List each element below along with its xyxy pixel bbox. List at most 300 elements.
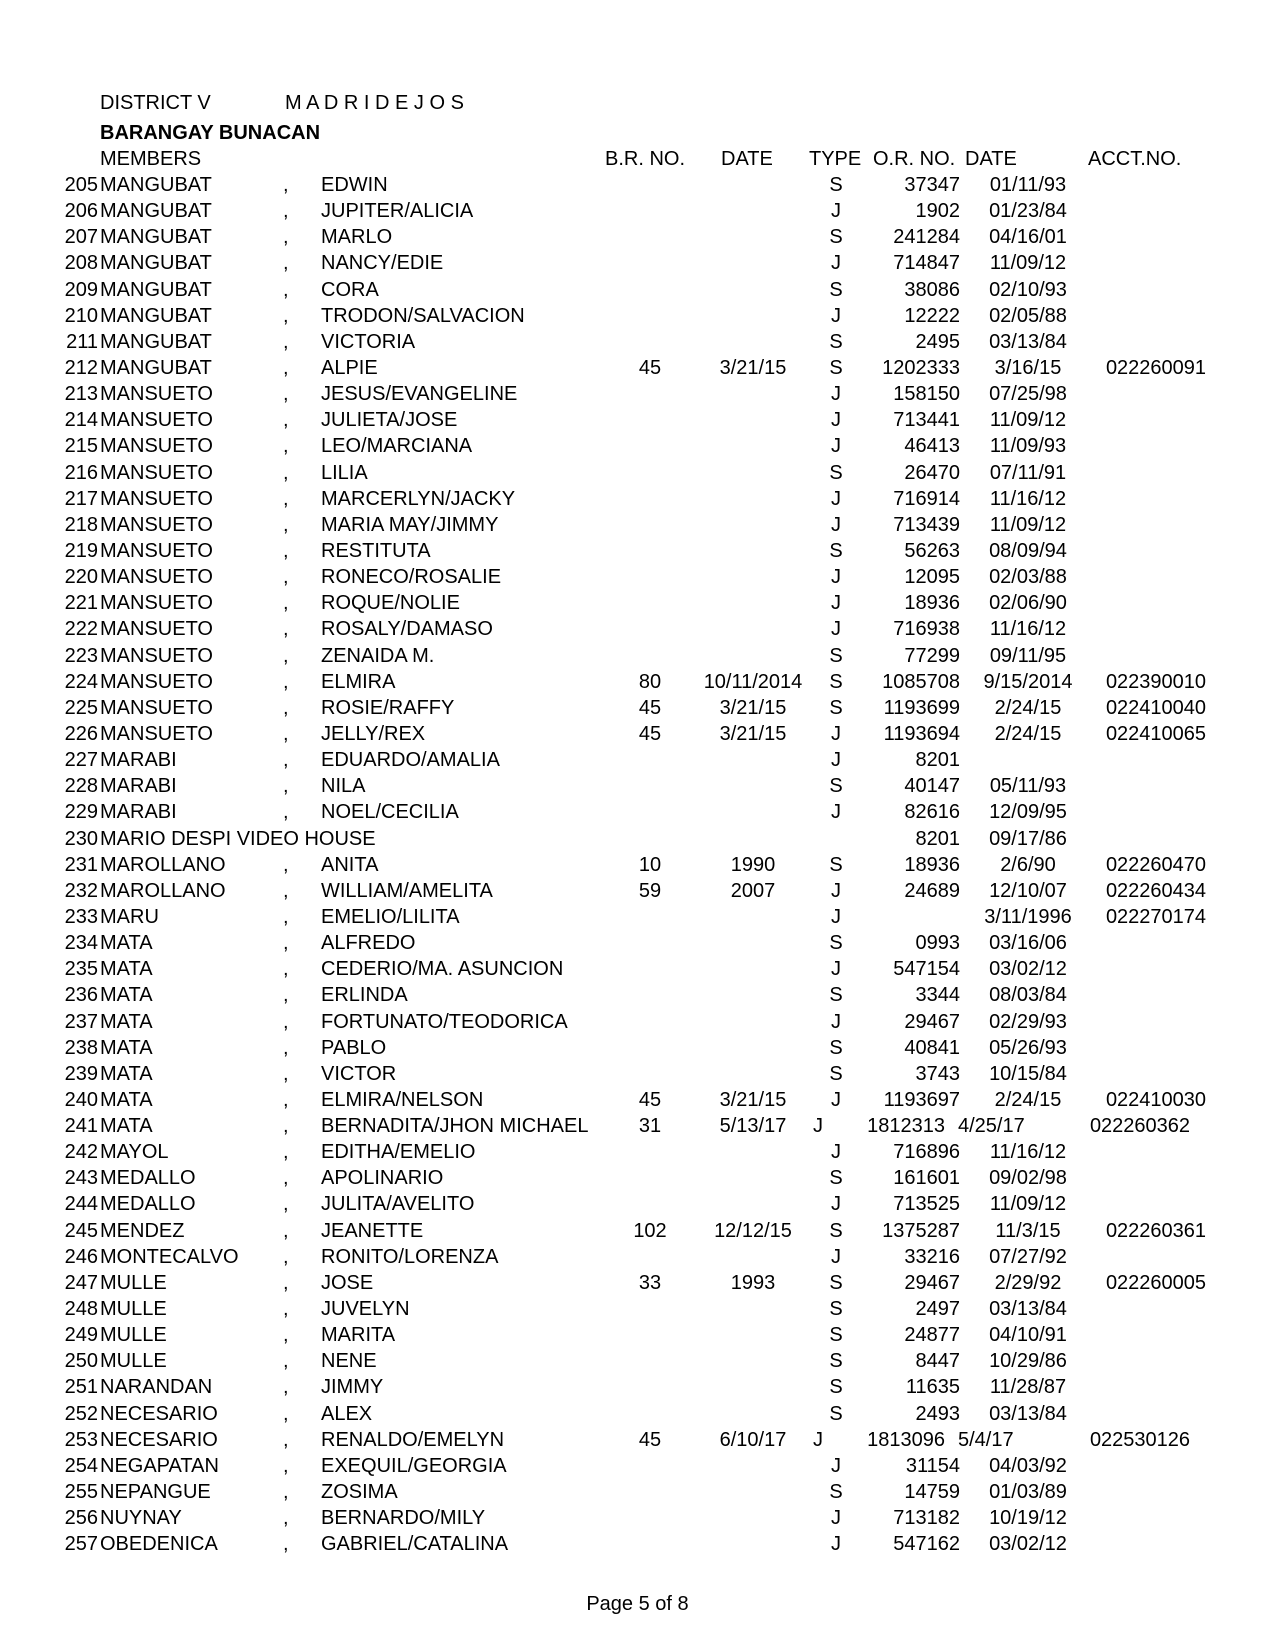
first-name: MARITA [321, 1324, 396, 1347]
table-row [0, 1270, 1275, 1296]
last-name: MATA [100, 958, 153, 981]
name-separator: , [283, 1376, 289, 1399]
name-separator: , [283, 1219, 289, 1242]
or-date: 07/27/92 [989, 1245, 1067, 1268]
membership-type: J [831, 200, 841, 223]
first-name: JULIETA/JOSE [321, 409, 458, 432]
membership-type: S [829, 696, 843, 719]
account-number: 022260362 [1089, 1115, 1191, 1138]
table-row [0, 878, 1275, 904]
membership-type: S [829, 356, 843, 379]
or-number: 547162 [893, 1533, 960, 1556]
row-number: 215 [64, 435, 98, 458]
first-name: ALFREDO [321, 932, 416, 955]
or-date: 02/03/88 [989, 566, 1067, 589]
name-separator: , [283, 1062, 289, 1085]
account-number: 022260091 [1105, 356, 1207, 379]
name-separator: , [283, 1533, 289, 1556]
table-row [0, 407, 1275, 433]
first-name: TRODON/SALVACION [321, 304, 525, 327]
last-name: MANSUETO [100, 409, 213, 432]
or-date: 12/09/95 [989, 801, 1067, 824]
table-row [0, 1113, 1275, 1139]
row-number: 249 [64, 1324, 98, 1347]
or-date: 10/15/84 [989, 1062, 1067, 1085]
membership-type: S [829, 1167, 843, 1190]
last-name: MATA [100, 1036, 153, 1059]
first-name: NENE [321, 1350, 377, 1373]
row-number: 210 [64, 304, 98, 327]
row-number: 255 [64, 1481, 98, 1504]
row-number: 237 [64, 1010, 98, 1033]
or-number: 46413 [904, 435, 960, 458]
table-row [0, 224, 1275, 250]
row-number: 232 [64, 879, 98, 902]
membership-type: S [829, 853, 843, 876]
membership-type: J [831, 1141, 841, 1164]
table-row [0, 538, 1275, 564]
row-number: 245 [64, 1219, 98, 1242]
name-separator: , [283, 278, 289, 301]
membership-type: J [831, 1010, 841, 1033]
membership-type: S [829, 174, 843, 196]
name-separator: , [283, 670, 289, 693]
or-date: 3/11/1996 [984, 905, 1072, 928]
or-number: 1193699 [883, 696, 960, 719]
or-date: 2/6/90 [1000, 853, 1056, 876]
table-row [0, 1009, 1275, 1035]
br-number: 45 [638, 696, 662, 719]
name-separator: , [283, 539, 289, 562]
or-number: 2495 [915, 330, 960, 353]
table-row [0, 512, 1275, 538]
first-name: NOEL/CECILIA [321, 801, 459, 824]
row-number: 248 [64, 1298, 98, 1321]
or-number: 713441 [893, 409, 960, 432]
membership-type: S [829, 1036, 843, 1059]
table-row [0, 1453, 1275, 1479]
col-date: DATE [721, 148, 773, 170]
or-date: 04/10/91 [989, 1324, 1067, 1347]
first-name: BERNADITA/JHON MICHAEL [321, 1115, 589, 1138]
membership-type: S [829, 644, 843, 667]
row-number: 231 [64, 853, 98, 876]
table-row [0, 1087, 1275, 1113]
last-name: MATA [100, 1062, 153, 1085]
col-members: MEMBERS [100, 148, 202, 170]
br-number: 31 [638, 1115, 662, 1138]
br-date: 1990 [730, 853, 776, 876]
row-number: 206 [64, 200, 98, 223]
or-date: 2/24/15 [994, 696, 1062, 719]
table-row [0, 1401, 1275, 1427]
table-row [0, 1244, 1275, 1270]
or-number: 1085708 [882, 670, 960, 693]
or-number: 12222 [904, 304, 960, 327]
membership-type: J [831, 1507, 841, 1530]
or-number: 77299 [904, 644, 960, 667]
row-number: 240 [64, 1088, 98, 1111]
account-number: 022410030 [1105, 1088, 1207, 1111]
last-name: MATA [100, 1010, 153, 1033]
last-name: MAROLLANO [100, 853, 226, 876]
or-number: 161601 [893, 1167, 960, 1190]
table-row [0, 1061, 1275, 1087]
first-name: ALPIE [321, 356, 378, 379]
name-separator: , [283, 879, 289, 902]
name-separator: , [283, 984, 289, 1007]
last-name: MANSUETO [100, 618, 213, 641]
last-name: MANGUBAT [100, 304, 212, 327]
or-date: 4/25/17 [958, 1115, 1025, 1138]
table-row [0, 852, 1275, 878]
first-name: MARIA MAY/JIMMY [321, 513, 499, 536]
membership-type: J [831, 592, 841, 615]
or-number: 12095 [904, 566, 960, 589]
membership-type: J [831, 801, 841, 824]
row-number: 242 [64, 1141, 98, 1164]
row-number: 228 [64, 775, 98, 798]
table-row [0, 329, 1275, 355]
table-row [0, 1322, 1275, 1348]
row-number: 218 [64, 513, 98, 536]
first-name: ALEX [321, 1402, 373, 1425]
last-name: MULLE [100, 1350, 167, 1373]
first-name: JESUS/EVANGELINE [321, 383, 518, 406]
table-row [0, 669, 1275, 695]
last-name: MANGUBAT [100, 174, 212, 196]
table-row [0, 198, 1275, 224]
first-name: EMELIO/LILITA [321, 905, 460, 928]
row-number: 212 [64, 356, 98, 379]
membership-type: J [831, 1193, 841, 1216]
name-separator: , [283, 1036, 289, 1059]
first-name: JIMMY [321, 1376, 384, 1399]
or-date: 11/09/93 [989, 435, 1067, 458]
membership-type: J [831, 722, 841, 745]
last-name: MANGUBAT [100, 200, 212, 223]
membership-type: J [831, 566, 841, 589]
last-name: MANSUETO [100, 644, 213, 667]
or-number: 716896 [893, 1141, 960, 1164]
row-number: 220 [64, 566, 98, 589]
row-number: 207 [64, 226, 98, 249]
membership-type: S [829, 1481, 843, 1504]
br-number: 45 [638, 1088, 662, 1111]
br-number: 45 [638, 356, 662, 379]
table-row [0, 747, 1275, 773]
first-name: LILIA [321, 461, 368, 484]
row-number: 209 [64, 278, 98, 301]
last-name: MANSUETO [100, 435, 213, 458]
br-number: 59 [638, 879, 662, 902]
or-number: 8447 [915, 1350, 960, 1373]
table-row [0, 1479, 1275, 1505]
or-date: 12/10/07 [989, 879, 1067, 902]
table-row [0, 826, 1275, 852]
membership-type: S [829, 670, 843, 693]
first-name: RESTITUTA [321, 539, 431, 562]
first-name: NANCY/EDIE [321, 252, 444, 275]
name-separator: , [283, 853, 289, 876]
membership-type: S [829, 278, 843, 301]
table-row [0, 1191, 1275, 1217]
first-name: WILLIAM/AMELITA [321, 879, 493, 902]
name-separator: , [283, 566, 289, 589]
row-number: 217 [64, 487, 98, 510]
membership-type: J [831, 435, 841, 458]
last-name: MANSUETO [100, 592, 213, 615]
first-name: LEO/MARCIANA [321, 435, 473, 458]
or-number: 18936 [904, 592, 960, 615]
or-number: 158150 [893, 383, 960, 406]
or-date: 11/09/12 [989, 252, 1067, 275]
row-number: 225 [64, 696, 98, 719]
name-separator: , [283, 1428, 289, 1451]
name-separator: , [283, 461, 289, 484]
membership-type: J [831, 618, 841, 641]
account-number: 022410065 [1105, 722, 1207, 745]
name-separator: , [283, 905, 289, 928]
membership-type: J [831, 1533, 841, 1556]
or-date: 01/23/84 [989, 200, 1067, 223]
name-separator: , [283, 356, 289, 379]
or-number: 24877 [904, 1324, 960, 1347]
first-name: BERNARDO/MILY [321, 1507, 486, 1530]
membership-type: J [831, 513, 841, 536]
last-name: MATA [100, 932, 153, 955]
account-number: 022410040 [1105, 696, 1207, 719]
membership-type: S [829, 932, 843, 955]
or-date: 09/02/98 [989, 1167, 1067, 1190]
or-number: 18936 [904, 853, 960, 876]
name-separator: , [283, 487, 289, 510]
or-date: 11/3/15 [995, 1219, 1061, 1242]
account-number: 022260361 [1105, 1219, 1207, 1242]
or-number: 40147 [904, 775, 960, 798]
or-number: 713525 [893, 1193, 960, 1216]
last-name: MATA [100, 1088, 153, 1111]
br-number: 102 [633, 1219, 667, 1242]
or-number: 3743 [915, 1062, 960, 1085]
table-row [0, 616, 1275, 642]
row-number: 211 [66, 330, 98, 353]
name-separator: , [283, 749, 289, 772]
town-label: M A D R I D E J O S [285, 92, 464, 114]
or-number: 716914 [893, 487, 960, 510]
first-name: RONITO/LORENZA [321, 1245, 499, 1268]
or-date: 2/29/92 [994, 1271, 1062, 1294]
name-separator: , [283, 644, 289, 667]
table-row [0, 486, 1275, 512]
membership-type: S [829, 1402, 843, 1425]
first-name: MARCERLYN/JACKY [321, 487, 516, 510]
name-separator: , [283, 1481, 289, 1504]
last-name: MAYOL [100, 1141, 169, 1164]
table-row [0, 695, 1275, 721]
table-row [0, 590, 1275, 616]
or-date: 11/28/87 [989, 1376, 1067, 1399]
or-date: 09/11/95 [989, 644, 1067, 667]
br-number: 10 [638, 853, 662, 876]
or-date: 02/10/93 [989, 278, 1067, 301]
district-label: DISTRICT V [100, 92, 211, 114]
membership-type: S [829, 1350, 843, 1373]
first-name: GABRIEL/CATALINA [321, 1533, 509, 1556]
row-number: 241 [64, 1115, 98, 1138]
or-number: 0993 [915, 932, 960, 955]
or-number: 713182 [893, 1507, 960, 1530]
br-number: 33 [638, 1271, 662, 1294]
last-name: MANSUETO [100, 722, 213, 745]
br-number: 45 [638, 722, 662, 745]
table-row [0, 1427, 1275, 1453]
or-number: 713439 [893, 513, 960, 536]
first-name: ELMIRA/NELSON [321, 1088, 484, 1111]
first-name: ROSALY/DAMASO [321, 618, 493, 641]
name-separator: , [283, 722, 289, 745]
or-date: 02/05/88 [989, 304, 1067, 327]
name-separator: , [283, 1010, 289, 1033]
membership-type: J [831, 252, 841, 275]
table-row [0, 799, 1275, 825]
or-date: 07/25/98 [989, 383, 1067, 406]
or-number: 1813096 [867, 1428, 945, 1451]
name-separator: , [283, 932, 289, 955]
name-separator: , [283, 1115, 289, 1138]
name-separator: , [283, 696, 289, 719]
member-list [0, 172, 1275, 1557]
last-name: MULLE [100, 1271, 167, 1294]
br-date: 3/21/15 [719, 722, 787, 745]
row-number: 246 [64, 1245, 98, 1268]
last-name: MANSUETO [100, 513, 213, 536]
name-separator: , [283, 383, 289, 406]
name-separator: , [283, 1141, 289, 1164]
table-row [0, 721, 1275, 747]
membership-type: J [831, 1088, 841, 1111]
or-date: 11/09/12 [989, 513, 1067, 536]
or-date: 03/13/84 [989, 1298, 1067, 1321]
name-separator: , [283, 1271, 289, 1294]
first-name: PABLO [321, 1036, 387, 1059]
membership-type: J [831, 749, 841, 772]
or-number: 1202333 [882, 356, 960, 379]
first-name: VICTORIA [321, 330, 416, 353]
row-number: 224 [64, 670, 98, 693]
or-date: 11/16/12 [989, 618, 1067, 641]
or-date: 03/02/12 [989, 958, 1067, 981]
table-row [0, 1218, 1275, 1244]
last-name: MARABI [100, 775, 177, 798]
table-row [0, 956, 1275, 982]
membership-type: S [829, 1376, 843, 1399]
first-name: ELMIRA [321, 670, 396, 693]
or-number: 1375287 [882, 1219, 960, 1242]
or-date: 2/24/15 [994, 1088, 1062, 1111]
first-name: CEDERIO/MA. ASUNCION [321, 958, 564, 981]
table-row [0, 1374, 1275, 1400]
br-number: 45 [638, 1428, 662, 1451]
br-date: 6/10/17 [719, 1428, 787, 1451]
or-number: 2497 [915, 1298, 960, 1321]
table-row [0, 643, 1275, 669]
first-name: ANITA [321, 853, 379, 876]
or-number: 8201 [915, 749, 960, 772]
row-number: 208 [64, 252, 98, 275]
last-name: MANGUBAT [100, 226, 212, 249]
first-name: ERLINDA [321, 984, 408, 1007]
or-date: 10/29/86 [989, 1350, 1067, 1373]
table-row [0, 1035, 1275, 1061]
last-name: MAROLLANO [100, 879, 226, 902]
membership-type: S [829, 1271, 843, 1294]
or-date: 10/19/12 [989, 1507, 1067, 1530]
membership-type: S [829, 1062, 843, 1085]
row-number: 257 [64, 1533, 98, 1556]
membership-type: J [831, 383, 841, 406]
last-name: OBEDENICA [100, 1533, 218, 1556]
last-name: MATA [100, 984, 153, 1007]
row-number: 243 [64, 1167, 98, 1190]
row-number: 254 [64, 1454, 98, 1477]
row-number: 227 [64, 749, 98, 772]
or-number: 26470 [904, 461, 960, 484]
or-date: 11/09/12 [989, 409, 1067, 432]
membership-type: S [829, 226, 843, 249]
or-date: 5/4/17 [958, 1428, 1014, 1451]
or-date: 05/26/93 [989, 1036, 1067, 1059]
row-number: 213 [64, 383, 98, 406]
first-name: EDITHA/EMELIO [321, 1141, 476, 1164]
or-number: 37347 [904, 174, 960, 196]
name-separator: , [283, 1245, 289, 1268]
row-number: 234 [64, 932, 98, 955]
account-number: 022270174 [1105, 905, 1207, 928]
or-date: 03/02/12 [989, 1533, 1067, 1556]
table-row [0, 1165, 1275, 1191]
br-date: 1993 [730, 1271, 776, 1294]
name-separator: , [283, 330, 289, 353]
row-number: 236 [64, 984, 98, 1007]
first-name: MARLO [321, 226, 393, 249]
or-number: 1193694 [883, 722, 960, 745]
name-separator: , [283, 174, 289, 196]
or-date: 03/16/06 [989, 932, 1067, 955]
first-name: CORA [321, 278, 379, 301]
last-name: MONTECALVO [100, 1245, 239, 1268]
name-separator: , [283, 1298, 289, 1321]
or-date: 11/16/12 [989, 487, 1067, 510]
table-row [0, 982, 1275, 1008]
membership-type: J [831, 958, 841, 981]
or-number: 3344 [915, 984, 960, 1007]
last-name: MENDEZ [100, 1219, 185, 1242]
col-or-no: O.R. NO. [873, 148, 956, 170]
membership-type: S [829, 330, 843, 353]
last-name: MANGUBAT [100, 252, 212, 275]
last-name: MANGUBAT [100, 330, 212, 353]
row-number: 230 [64, 827, 98, 850]
first-name: EXEQUIL/GEORGIA [321, 1454, 507, 1477]
last-name: MEDALLO [100, 1167, 196, 1190]
table-row [0, 930, 1275, 956]
table-row [0, 303, 1275, 329]
first-name: NILA [321, 775, 366, 798]
last-name: MATA [100, 1115, 153, 1138]
or-number: 716938 [893, 618, 960, 641]
or-date: 04/03/92 [989, 1454, 1067, 1477]
